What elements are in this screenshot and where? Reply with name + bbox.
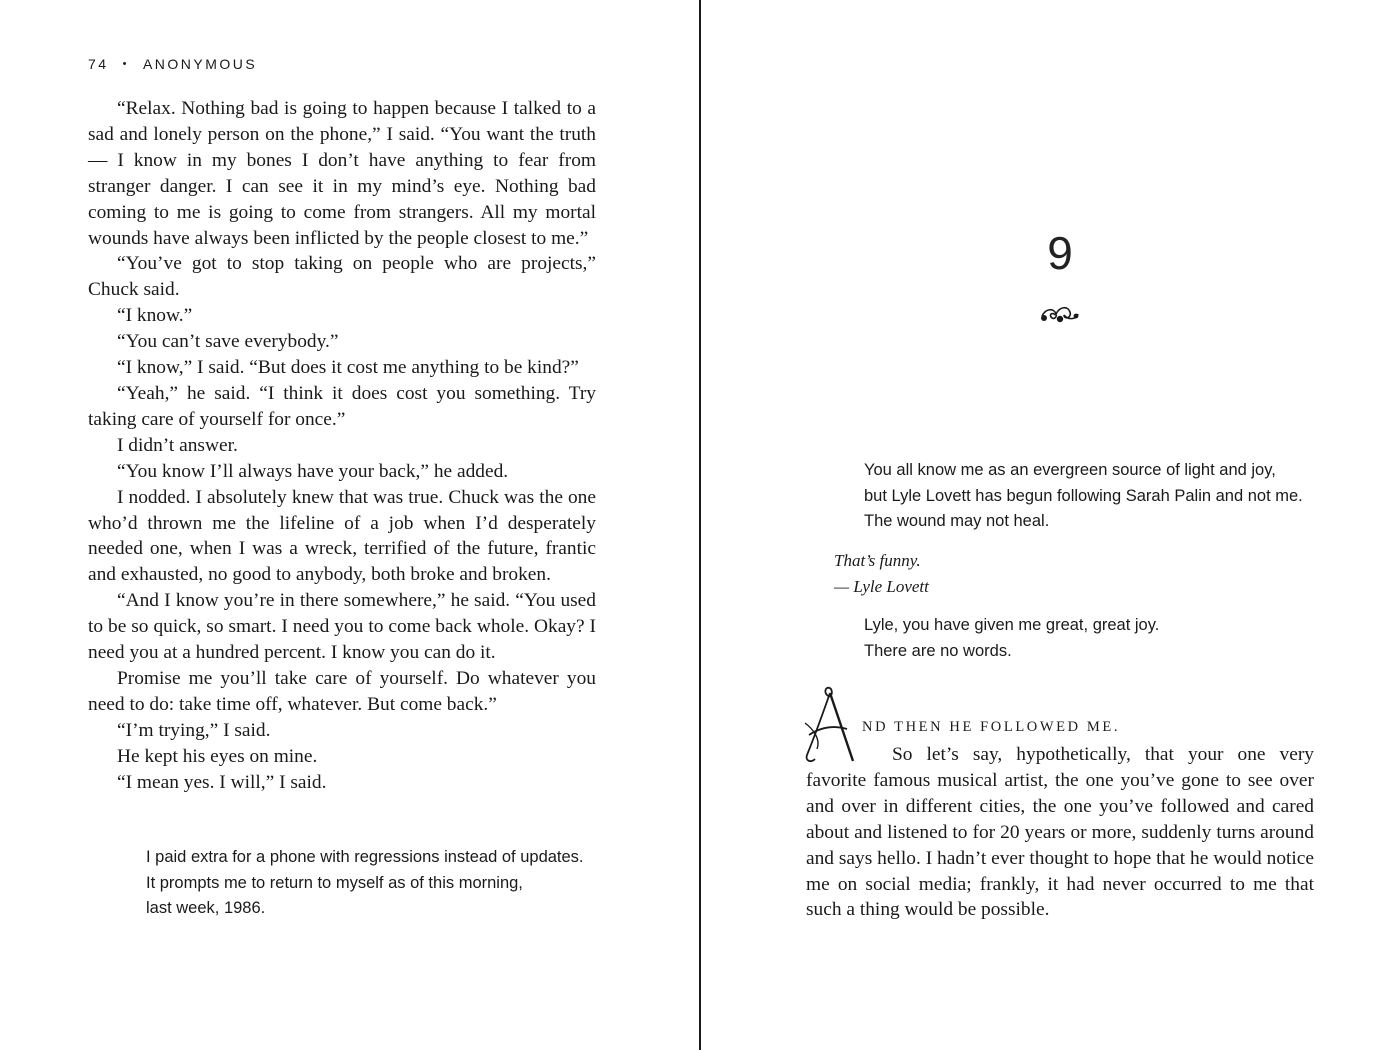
paragraph: So let’s say, hypothetically, that your one very favorite famous musical artist, the one you’ve gone to see over and over in different cities, the one you’ve followed and cared about and listened to for 20 years or more, suddenly turns around and says hello. I hadn’t ever thought to hope that he would notice me on social media; frankly, it had never occurred to me that such a thing would be possible. (806, 744, 1314, 921)
paragraph: “I know.” (117, 305, 193, 327)
page-number: 74 (88, 56, 109, 72)
tweet-line: Lyle, you have given me great, great joy. (864, 616, 1160, 634)
fleuron-ornament-icon (1038, 302, 1082, 326)
paragraph: “You’ve got to stop taking on people who are projects,” Chuck said. (88, 253, 596, 301)
paragraph: Promise me you’ll take care of yourself. Do whatever you need to do: take time off, whatever. But come back.” (88, 667, 596, 715)
paragraph: “I mean yes. I will,” I said. (117, 771, 327, 793)
chapter-number: 9 (1047, 227, 1073, 279)
tweet-line: last week, 1986. (146, 899, 266, 917)
tweet-line: but Lyle Lovett has begun following Sarah Palin and not me. (864, 486, 1303, 505)
reply-quote (834, 548, 1134, 600)
page-gutter-divider (699, 0, 701, 1050)
paragraph: “Relax. Nothing bad is going to happen because I talked to a sad and lonely person on the phone,” I said. “You want the truth — I know in my bones I don’t have anything to fear from stranger danger. I can see it in my mind’s eye. Nothing bad coming to me is going to come from strangers. All my mortal wounds have always been inflicted by the people closest to me.” (88, 98, 596, 249)
paragraph: “I’m trying,” I said. (117, 719, 271, 741)
tweet-quote-1 (864, 458, 1334, 535)
tweet-quote-left (146, 845, 606, 922)
reply-line: That’s funny. (834, 551, 921, 570)
running-head-bullet: • (122, 58, 129, 70)
left-body-text (88, 96, 596, 795)
tweet-line: There are no words. (864, 641, 1012, 660)
paragraph: He kept his eyes on mine. (117, 745, 318, 767)
reply-attribution: — Lyle Lovett (834, 577, 929, 596)
tweet-line: It prompts me to return to myself as of this morning, (146, 873, 523, 892)
paragraph: “You know I’ll always have your back,” he added. (117, 460, 509, 482)
tweet-line: You all know me as an evergreen source of light and joy, (864, 461, 1276, 479)
chapter-opening-small-caps: ND THEN HE FOLLOWED ME. (862, 719, 1121, 735)
paragraph: “And I know you’re in there somewhere,” he said. “You used to be so quick, so smart. I need you to come back whole. Okay? I need you at a hundred percent. I know you can do it. (88, 590, 596, 664)
chapter-body-text (806, 742, 1314, 923)
running-head (88, 56, 257, 72)
tweet-line: The wound may not heal. (864, 512, 1050, 530)
tweet-quote-2 (864, 613, 1334, 664)
paragraph: “You can’t save everybody.” (117, 331, 339, 353)
paragraph: “Yeah,” he said. “I think it does cost you something. Try taking care of yourself for once.” (88, 382, 596, 430)
paragraph: I didn’t answer. (117, 434, 238, 456)
paragraph: I nodded. I absolutely knew that was true. Chuck was the one who’d thrown me the lifeline of a job when I’d desperately needed one, when I was a wreck, terrified of the future, frantic and exhausted, no good to anybody, both broke and broken. (88, 486, 596, 586)
paragraph: “I know,” I said. “But does it cost me anything to be kind?” (117, 357, 579, 379)
running-head-title: ANONYMOUS (142, 56, 258, 72)
tweet-line: I paid extra for a phone with regressions instead of updates. (146, 848, 584, 866)
